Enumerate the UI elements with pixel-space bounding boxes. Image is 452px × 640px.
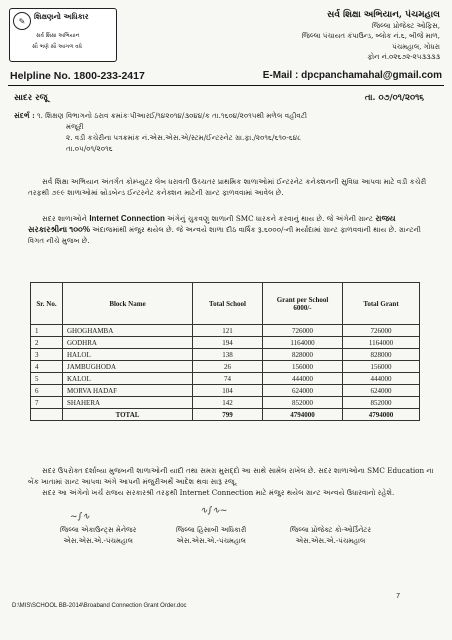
sadar-label: સાદર રજૂ [14, 93, 48, 103]
cell-schools: 74 [193, 373, 263, 385]
signature-org: એસ.એસ.એ.-પંચમહાલ [295, 536, 366, 545]
logo-line-2: સૌ ભણે સૌ આગળ વધે [32, 44, 82, 50]
col-grant-per-school: Grant per School 6000/- [263, 283, 343, 325]
cell-total: 1164000 [343, 337, 420, 349]
cell-total: 852000 [343, 397, 420, 409]
cell-sr [31, 409, 63, 421]
org-line: જિલ્લા પંચાયત કંપાઉન્ડ, બ્લોક નં.૬, બીજે માળ, [301, 32, 440, 40]
cell-block: SHAHERA [63, 397, 193, 409]
cell-block: HALOL [63, 349, 193, 361]
col-block-name: Block Name [63, 283, 193, 325]
reference-label: સંદર્ભ : [14, 111, 35, 120]
signature-title: જિલ્લા પ્રોજેક્ટ કો-ઓર્ડિનેટર [290, 526, 371, 534]
logo-emblem-icon: ✎ [13, 12, 31, 30]
signature-scribble: ~∫∿ [70, 512, 90, 522]
table-row [31, 397, 420, 409]
col-sr-no: Sr. No. [31, 283, 63, 325]
p2-internet-connection: Internet Connection [89, 214, 165, 223]
page-number: 7 [396, 593, 400, 600]
org-line: જિલ્લા પ્રોજેક્ટ ઓફિસ, [371, 21, 440, 30]
signature-org: એસ.એસ.એ.-પંચમહાલ [63, 536, 133, 545]
reference-item-2: ૨. વડી કચેરીના પત્રક્રમાંક નં.એસ.એસ.એ/સ્ટમ/ઈન્ટરનેટ ગ્રા.ફા./૨૦૧૬/૬૧૦-૬૪૮ [66, 133, 302, 142]
table-header-row [31, 283, 420, 325]
reference-item-2-cont: તા.૦૫/૦૧/૨૦૧૬ [66, 144, 113, 153]
table-row [31, 325, 420, 337]
cell-grand-total: 4794000 [343, 409, 420, 421]
paragraph-intro: સર્વ શિક્ષા અભિયાન અંતર્ગત કોમ્પ્યુટર લેબ ધરાવતી ઉચ્ચતર પ્રાથમિક શાળાઓમાં ઈન્ટરનેટ કનેક્શનની સુવિધા આપવા માટે વડી કચેરી તરફથી ૭૯૯ શાળાઓમાં બ્રોડબેન્ડ ઈન્ટરનેટ કનેક્શન માટેની ગ્રાન્ટ ફાળવવામાં આવેલ છે. [28, 177, 427, 197]
p2-state-govt: રાજય સરકારશ્રીના ૧૦૦% [28, 214, 396, 234]
signature-title: જિલ્લા હિસાબી અધિકારી [176, 526, 247, 534]
signature-block-coordinator [290, 525, 371, 546]
cell-total-schools: 799 [193, 409, 263, 421]
table-row [31, 349, 420, 361]
email-address: E-Mail : dpcpanchamahal@gmail.com [262, 70, 442, 81]
cell-total: 624000 [343, 385, 420, 397]
table-row [31, 361, 420, 373]
cell-block: MORVA HADAF [63, 385, 193, 397]
org-address-block [230, 10, 440, 63]
signature-org: એસ.એસ.એ.-પંચમહાલ [176, 536, 246, 545]
cell-grant: 624000 [263, 385, 343, 397]
reference-item-1-cont: મંજૂરી [66, 122, 84, 131]
cell-sr: 6 [31, 385, 63, 397]
cell-schools: 26 [193, 361, 263, 373]
cell-total: 828000 [343, 349, 420, 361]
table-row [31, 385, 420, 397]
cell-block: GHOGHAMBA [63, 325, 193, 337]
cell-schools: 142 [193, 397, 263, 409]
cell-block: GODHRA [63, 337, 193, 349]
file-path-footer: D:\MIS\SCHOOL BB-2014\Broaband Connection Grant Order.doc [12, 603, 187, 609]
signature-scribble: ∿∫∿~ [200, 506, 228, 516]
letter-date: તા. ૦૭/૦૧/૨૦૧૬ [364, 93, 424, 103]
cell-schools: 138 [193, 349, 263, 361]
reference-section [14, 110, 434, 154]
reference-item-1: ૧. શિક્ષણ વિભાગનો ઠરાવ ક્રમાંકઃપીઆરઈ/૧૪૨૦૧૪/૩૦૪૪/ક તા.૧૬૦૪/૨૦૧૫થી મળેલ વહીવટી [37, 111, 308, 120]
table-row [31, 337, 420, 349]
cell-schools: 194 [193, 337, 263, 349]
cell-sr: 4 [31, 361, 63, 373]
table-row [31, 373, 420, 385]
ssa-logo [9, 8, 117, 62]
cell-total: 156000 [343, 361, 420, 373]
cell-grant: 156000 [263, 361, 343, 373]
logo-title: શિક્ષણનો અધિકાર [34, 12, 89, 21]
cell-grant: 828000 [263, 349, 343, 361]
grant-table [30, 282, 420, 421]
signature-title: જિલ્લા એકાઉન્ટ્સ મેનેજર [60, 526, 137, 534]
p2-text-e: અંદાજમાંથી મંજુર થયેલ છે. જે અન્વયે શાળા દીઠ વાર્ષિક રૂ.૬૦૦૦/-ની મર્યાદામાં ગ્રાન્ટ ફાળવવાની થાય છે. ગ્રાન્ટની વિગત નીચે મુજબ છે. [28, 225, 421, 245]
cell-total: 444000 [343, 373, 420, 385]
paragraph-grant [28, 213, 434, 246]
cell-block: JAMBUGHODA [63, 361, 193, 373]
col-total-grant: Total Grant [343, 283, 420, 325]
cell-sr: 2 [31, 337, 63, 349]
paragraph-approval: સદર ઉપરોક્ત દર્શાવ્યા મુજબની શાળાઓની યાદી તથા સમગ્ર મુસદ્દો આ સાથે સામેલ રાખેલ છે. સદર શાળાઓના SMC Education ના બેંક ખાતામાં ગ્રાન્ટ આપવા અંગે આપની મંજુરીઅર્થે આદેશ થવા સારૂ રજૂ. [28, 466, 434, 486]
cell-total-label: TOTAL [63, 409, 193, 421]
cell-grant: 726000 [263, 325, 343, 337]
cell-sr: 7 [31, 397, 63, 409]
cell-total-grant-per: 4794000 [263, 409, 343, 421]
helpline-number: Helpline No. 1800-233-2417 [10, 70, 145, 82]
cell-grant: 852000 [263, 397, 343, 409]
cell-grant: 1164000 [263, 337, 343, 349]
cell-sr: 1 [31, 325, 63, 337]
cell-sr: 5 [31, 373, 63, 385]
cell-block: KALOL [63, 373, 193, 385]
org-name: સર્વ શિક્ષા અભિયાન, પંચમહાલ [327, 10, 440, 20]
cell-sr: 3 [31, 349, 63, 361]
signature-block-accounts [60, 525, 136, 546]
cell-total: 726000 [343, 325, 420, 337]
cell-grant: 444000 [263, 373, 343, 385]
paragraph-expense: સદર આ અંગેનો ખર્ચ રાજય સરકારશ્રી તરફથી Internet Connection માટે મંજુર થયેલ ગ્રાન્ટ અન્વયે ઉધારવાનો રહેશે. [42, 488, 395, 497]
header-divider [8, 85, 444, 86]
logo-line-1: સર્વ શિક્ષા અભિયાન [36, 33, 80, 39]
cell-schools: 104 [193, 385, 263, 397]
org-line: ફોન નં.૦૨૬૭૨-૨૫૩૩૩૩ [367, 53, 440, 61]
signature-block-finance [176, 525, 246, 546]
table-total-row [31, 409, 420, 421]
org-line: પંચમહાલ, ગોધરા [392, 42, 440, 51]
p2-text-a: સદર શાળાઓને [42, 214, 88, 223]
cell-schools: 121 [193, 325, 263, 337]
col-total-school: Total School [193, 283, 263, 325]
p2-text-c: અંગેનું ચુકવણુ શાળાની SMC ધારકને કરવાનું થાય છે. જે અંગેની ગ્રાન્ટ [167, 214, 374, 223]
